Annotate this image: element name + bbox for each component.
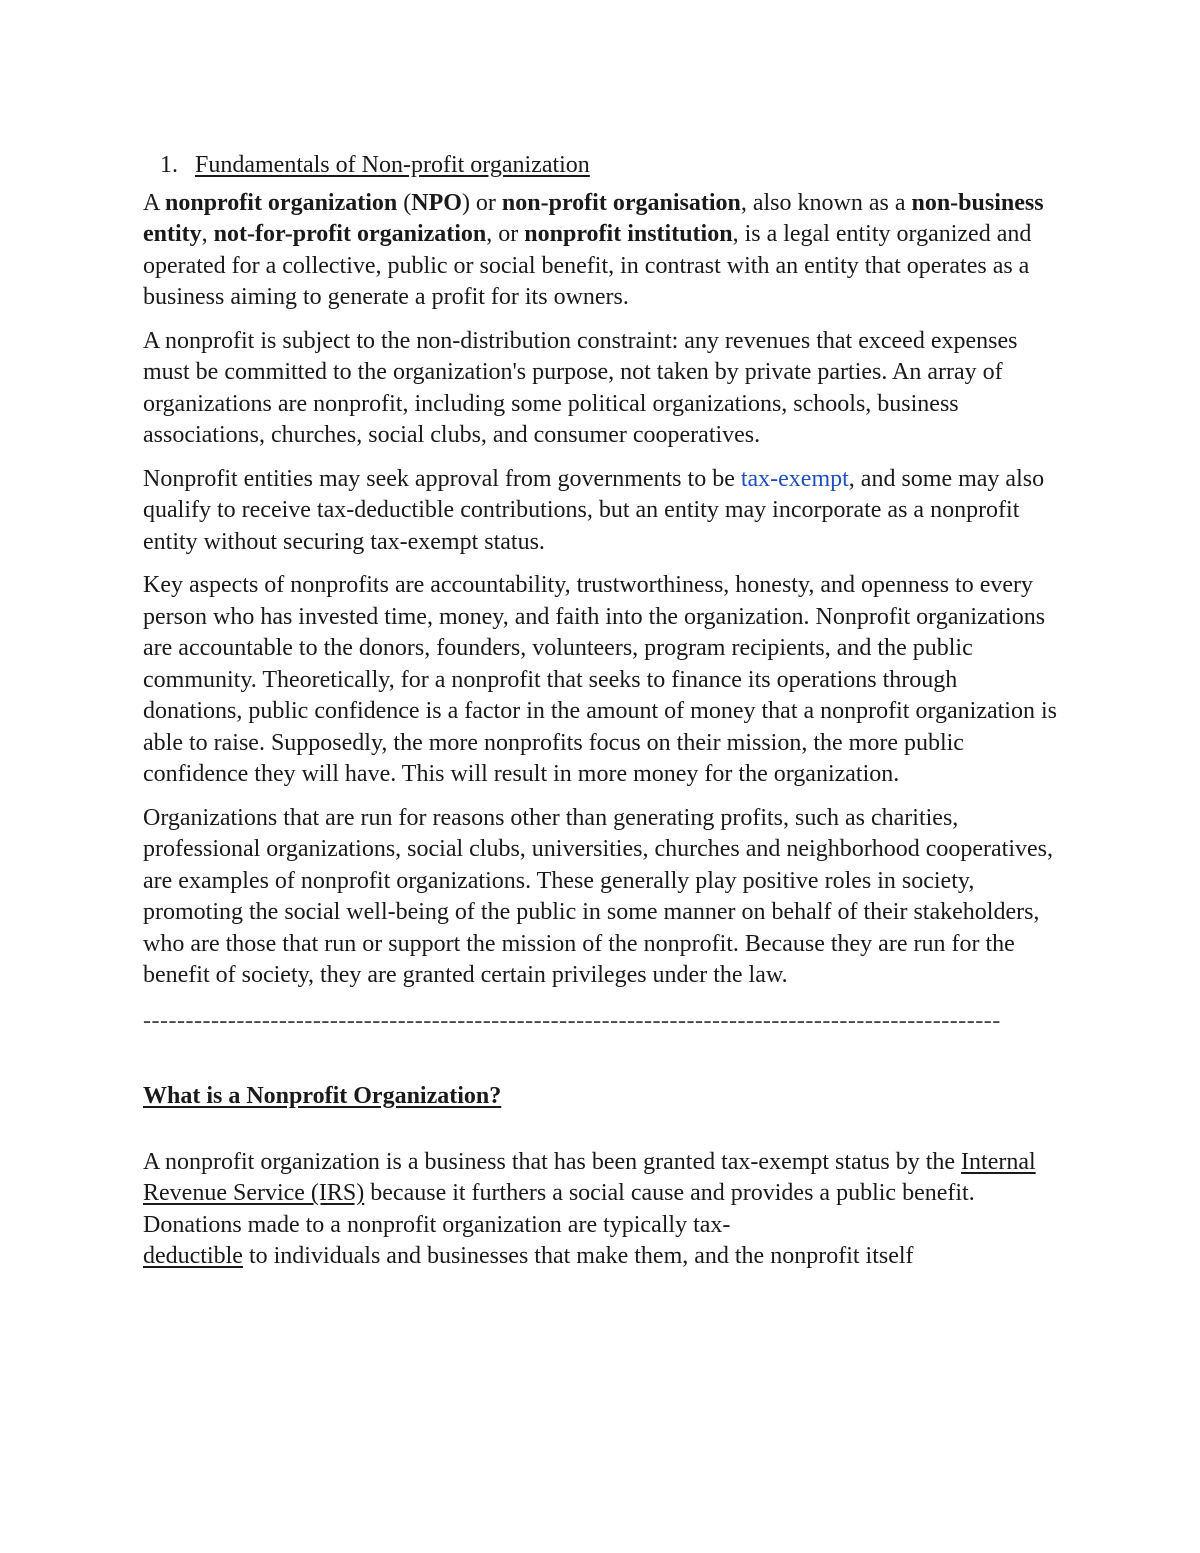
bold-term: nonprofit organization [165,189,398,216]
irs-link[interactable]: Internal Revenue Service (IRS) [143,1148,1036,1206]
section-title: Fundamentals of Non-profit organization [195,152,590,178]
bold-term: non-profit organisation [501,189,741,216]
paragraph-what-is [143,1147,1058,1273]
bold-term: non-business entity [143,189,1044,247]
text-run: A [143,189,166,216]
list-item-fundamentals [143,150,1058,182]
tax-exempt-link[interactable]: tax-exempt [740,465,849,492]
text-run: A nonprofit organization is a business that has been granted tax-exempt status by the [143,1148,962,1175]
bold-term: nonprofit institution [524,221,733,247]
paragraph-examples: Organizations that are run for reasons other than generating profits, such as charities, professional organizations, social clubs, universities, churches and neighborhood cooperatives, are examples of nonprofit organizations. These generally play positive roles in society, promoting the social well-being of the public in some manner on behalf of their stakeholders, who are those that run or support the mission of the nonprofit. Because they are run for the benefit of society, they are granted certain privileges under the law. [143,804,1053,988]
paragraph-key-aspects: Key aspects of nonprofits are accountability, trustworthiness, honesty, and openness to every person who has invested time, money, and faith into the organization. Nonprofit organizations are accountable to the donors, founders, volunteers, program recipients, and the public community. Theoretically, for a nonprofit that seeks to finance its operations through donations, public confidence is a factor in the amount of money that a nonprofit organization is able to raise. Supposedly, the more nonprofits focus on their mission, the more public confidence they will have. This will result in more money for the organization. [143,572,1057,787]
paragraph-definition [143,188,1058,314]
text-run: , and some may also qualify to receive tax-deductible contributions, but an entity may incorporate as a nonprofit entity without securing tax-exempt status. [143,465,1045,555]
text-run: Nonprofit entities may seek approval from governments to be [143,465,741,492]
text-run: ) or [461,189,502,216]
paragraph-non-distribution: A nonprofit is subject to the non-distribution constraint: any revenues that exceed expenses must be committed to the organization's purpose, not taken by private parties. An array of organizations are nonprofit, including some political organizations, schools, business associations, churches, social clubs, and consumer cooperatives. [143,327,1018,448]
text-run: , also known as a [740,189,912,216]
text-run: , [201,221,214,247]
section-heading: What is a Nonprofit Organization? [143,1083,502,1109]
text-run: , or [486,221,525,247]
deductible-link[interactable]: deductible [143,1243,243,1269]
document-page [143,150,1058,1285]
paragraph-tax-exempt [143,464,1058,559]
text-run: , is a legal entity organized and operated for a collective, public or social benefit, in contrast with an entity that operates as a business aiming to generate a profit for its owners. [143,221,1032,310]
bold-term: NPO [411,189,462,216]
text-run: to individuals and businesses that make them, and the nonprofit itself [242,1243,914,1269]
bold-term: not-for-profit organization [213,221,487,247]
text-run: ( [397,189,412,216]
list-number: 1. [160,152,178,178]
text-run: because it furthers a social cause and provides a public benefit. Donations made to a nonprofit organization are typically tax- [143,1180,975,1238]
separator-line: ----------------------------------------------------------------------------------------------------- [143,1007,1001,1034]
